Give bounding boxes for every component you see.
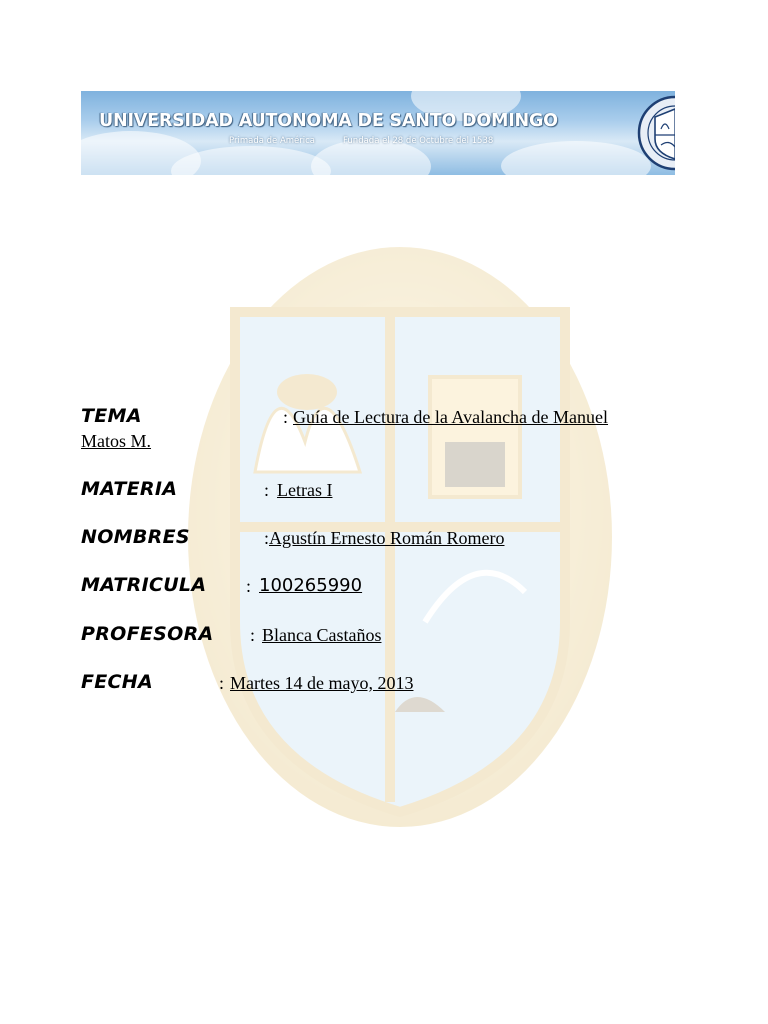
university-banner	[81, 91, 675, 175]
materia-label: MATERIA	[81, 478, 178, 500]
university-seal-icon	[637, 95, 675, 171]
matricula-colon: :	[246, 576, 252, 596]
nombres-label: NOMBRES	[81, 526, 190, 548]
university-tagline-left: Primada de América	[229, 136, 316, 146]
nombres-value: Agustín Ernesto Román Romero	[269, 528, 505, 548]
materia-value: Letras I	[277, 480, 333, 500]
tema-colon: :	[283, 407, 289, 427]
fecha-value: Martes 14 de mayo, 2013	[230, 673, 414, 693]
matricula-value: 100265990	[259, 575, 363, 596]
university-tagline-right: Fundada el 28 de Octubre del 1538	[343, 136, 494, 146]
profesora-colon: :	[250, 625, 256, 645]
university-name: UNIVERSIDAD AUTONOMA DE SANTO DOMINGO	[99, 111, 558, 131]
tema-value: Guía de Lectura de la Avalancha de Manuel	[293, 407, 609, 427]
tema-value-continued: Matos M.	[81, 431, 152, 451]
profesora-value: Blanca Castaños	[262, 625, 382, 645]
materia-colon: :	[264, 480, 270, 500]
fecha-colon: :	[219, 673, 225, 693]
profesora-label: PROFESORA	[81, 623, 214, 645]
matricula-label: MATRICULA	[81, 574, 207, 596]
nombres-colon: :	[264, 528, 270, 548]
fecha-label: FECHA	[81, 671, 154, 693]
tema-label: TEMA	[81, 405, 142, 427]
